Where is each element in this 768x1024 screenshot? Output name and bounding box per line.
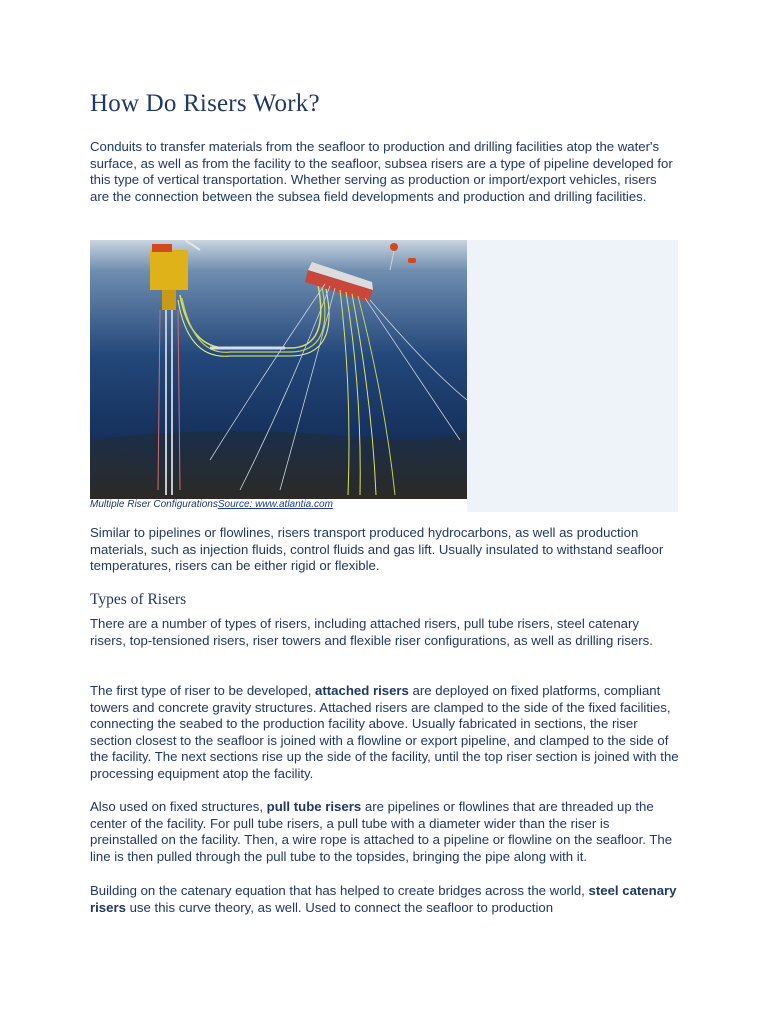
text-segment: are pipelines or flowlines that are threaded up the center of the facility. For pull tube risers, a pull tube with a diameter wider than the riser is preinstalled on the facility. Then, a wire rope is attached to a pipeline or flowline on the seafloor. The line is then pulled through the pull tube to the topsides, bringing the pipe along with it. bbox=[90, 799, 673, 864]
paragraph-attached-risers bbox=[90, 683, 680, 782]
image-side-panel bbox=[467, 240, 678, 512]
intro-paragraph: Conduits to transfer materials from the seafloor to production and drilling facilities atop the water's surface, as well as from the facility to the seafloor, subsea risers are a type of pipeline developed for this type of vertical transportation. Whether serving as production or import/export vehicles, risers are the connection between the subsea field developments and production and drilling facilities. bbox=[90, 139, 673, 204]
text-segment: Building on the catenary equation that has helped to create bridges across the world, bbox=[90, 883, 589, 898]
paragraph-steel-catenary-risers bbox=[90, 883, 680, 916]
term-steel-catenary-risers: steel catenary risers bbox=[90, 883, 677, 915]
term-pull-tube-risers: pull tube risers bbox=[266, 799, 362, 814]
figure-caption bbox=[90, 499, 333, 510]
text-segment: use this curve theory, as well. Used to connect the seafloor to production bbox=[125, 899, 554, 915]
riser-illustration bbox=[90, 240, 467, 499]
text-segment: Also used on fixed structures, bbox=[90, 799, 267, 814]
page-title: How Do Risers Work? bbox=[90, 90, 320, 117]
term-attached-risers: attached risers bbox=[315, 683, 409, 698]
paragraph-risers-transport: Similar to pipelines or flowlines, risers transport produced hydrocarbons, as well as production materials, such as injection fluids, control fluids and gas lift. Usually insulated to withstand seafloor temperatures, risers can be either rigid or flexible. bbox=[90, 525, 664, 573]
figure bbox=[90, 240, 678, 512]
text-segment: The first type of riser to be developed, bbox=[90, 683, 316, 698]
section-heading-types: Types of Risers bbox=[90, 591, 187, 608]
source-link[interactable]: Source: www.atlantia.com bbox=[217, 499, 333, 510]
paragraph-types-list: There are a number of types of risers, including attached risers, pull tube risers, steel catenary risers, top-tensioned risers, riser towers and flexible riser configurations, as well as drilling risers. bbox=[90, 616, 653, 648]
caption-text: Multiple Riser Configurations bbox=[90, 499, 218, 510]
paragraph-pull-tube-risers bbox=[90, 799, 680, 865]
text-segment: are deployed on fixed platforms, compliant towers and concrete gravity structures. Attached risers are clamped to the side of the fixed facilities, connecting the seabed to the production facility above. Usually fabricated in sections, the riser section closest to the seafloor is joined with a flowline or export pipeline, and clamped to the side of the facility. The next sections rise up the side of the facility, until the top riser section is joined with the processing equipment atop the facility. bbox=[90, 683, 679, 781]
